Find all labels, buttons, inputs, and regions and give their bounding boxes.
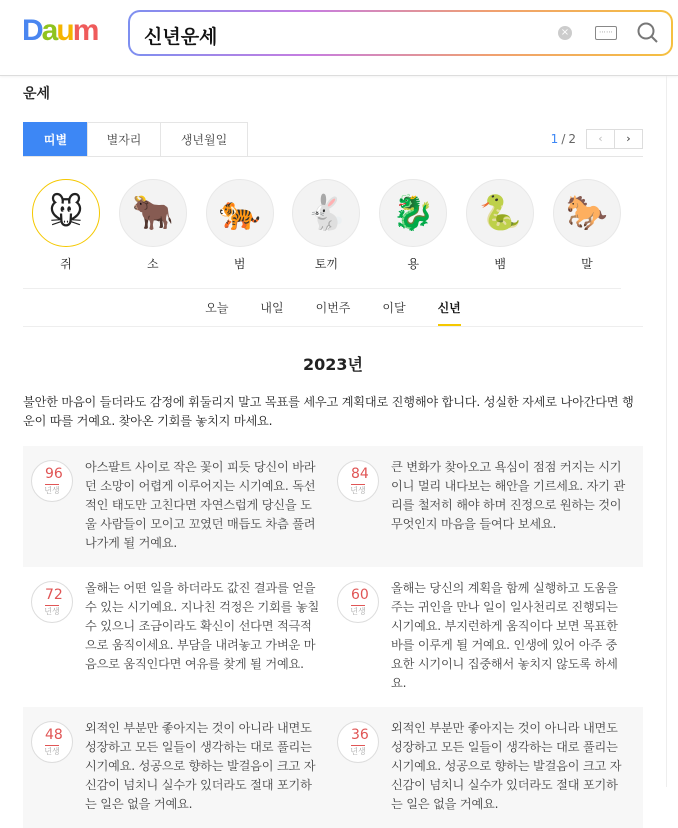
fortune-tabs	[23, 122, 643, 157]
animal-icon: 🐎	[553, 179, 621, 247]
fortune-row	[23, 707, 643, 828]
animal-label: 소	[147, 257, 159, 271]
fortune-item	[31, 579, 337, 693]
tab-constellation[interactable]: 별자리	[87, 122, 161, 156]
animal-icon: 🐉	[379, 179, 447, 247]
fortune-item	[337, 719, 643, 814]
animal-icon: 🐍	[466, 179, 534, 247]
year-unit: 년생	[350, 607, 366, 616]
year-unit: 년생	[44, 486, 60, 495]
page-total: 2	[568, 132, 576, 146]
year-badge	[337, 581, 379, 623]
next-page-button[interactable]: ›	[614, 129, 643, 149]
animal-item[interactable]	[206, 179, 274, 288]
fortune-item	[31, 719, 337, 814]
period-tab[interactable]: 내일	[260, 301, 284, 315]
year-badge	[337, 721, 379, 763]
fortune-text: 올해는 어떤 일을 하더라도 값진 결과를 얻을 수 있는 시기예요. 지나친 걱정은 기회를 놓칠 수 있으니 조금이라도 확신이 선다면 적극적으로 움직이세요. 부담을 내려놓고 가벼운 마음으로 움직인다면 여유를 찾게 될 거예요.	[85, 581, 320, 671]
fortune-item	[31, 458, 337, 553]
section-title: 운세	[23, 86, 51, 102]
period-tab[interactable]: 신년	[422, 289, 477, 326]
tab-birthdate[interactable]: 생년월일	[160, 122, 248, 156]
fortune-item	[337, 458, 643, 553]
year-unit: 년생	[44, 747, 60, 756]
year-title: 2023년	[303, 355, 363, 374]
fortune-text: 올해는 당신의 계획을 함께 실행하고 도움을 주는 귀인을 만나 일이 일사천리로 진행되는 시기예요. 부지런하게 움직이다 보면 목표한 바를 이루게 될 거예요. 인생에 있어 아주 중요한 시기이니 집중해서 놓치지 않도록 하세요.	[391, 581, 618, 690]
animal-icon: 🐂	[119, 179, 187, 247]
birth-year: 84	[351, 464, 365, 485]
animal-label: 뱀	[494, 257, 506, 271]
birth-year: 60	[351, 585, 365, 606]
header	[0, 0, 678, 76]
period-tab[interactable]: 오늘	[205, 301, 229, 315]
search-icon[interactable]	[635, 20, 661, 46]
fortune-row	[23, 446, 643, 567]
fortune-row	[23, 567, 643, 707]
clear-icon[interactable]: ×	[558, 26, 572, 40]
fortune-text: 큰 변화가 찾아오고 욕심이 점점 커지는 시기이니 멀리 내다보는 해안을 기르세요. 자기 관리를 철저히 해야 하며 진정으로 원하는 것이 무엇인지 마음을 들여다 보세요.	[391, 460, 626, 531]
search-input[interactable]: 신년운세	[144, 26, 218, 48]
pager: 1 / 2 ‹ ›	[551, 129, 643, 149]
birth-year: 72	[45, 585, 59, 606]
birth-year: 48	[45, 725, 59, 746]
animal-label: 용	[407, 257, 420, 271]
animal-list	[23, 157, 621, 289]
animal-label: 범	[233, 257, 246, 271]
animal-icon: 🐅	[206, 179, 274, 247]
animal-icon: 🐇	[292, 179, 360, 247]
animal-item[interactable]	[553, 179, 621, 288]
animal-label: 토끼	[314, 257, 339, 271]
animal-item[interactable]	[119, 179, 187, 288]
prev-page-button[interactable]: ‹	[586, 129, 615, 149]
year-unit: 년생	[350, 747, 366, 756]
period-tab[interactable]: 이달	[382, 301, 406, 315]
animal-item[interactable]	[379, 179, 447, 288]
fortune-summary: 불안한 마음이 들더라도 감정에 휘둘리지 말고 목표를 세우고 계획대로 진행해야 합니다. 성실한 자세로 나아간다면 행운이 따를 거예요. 찾아온 기회를 놓치지 마세요.	[23, 395, 634, 428]
birth-year: 36	[351, 725, 365, 746]
year-badge	[31, 460, 73, 502]
tab-zodiac-animal[interactable]: 띠별	[23, 122, 88, 156]
animal-item[interactable]	[292, 179, 360, 288]
fortune-text: 외적인 부분만 좋아지는 것이 아니라 내면도 성장하고 모든 일들이 생각하는 대로 풀리는 시기예요. 성공으로 향하는 발걸음이 크고 자신감이 넘치니 실수가 있더라도 절대 포기하는 일은 없을 거예요.	[391, 721, 622, 811]
animal-item[interactable]	[466, 179, 534, 288]
period-tab[interactable]: 이번주	[315, 301, 351, 315]
fortune-text: 외적인 부분만 좋아지는 것이 아니라 내면도 성장하고 모든 일들이 생각하는 대로 풀리는 시기예요. 성공으로 향하는 발걸음이 크고 자신감이 넘치니 실수가 있더라도 절대 포기하는 일은 없을 거예요.	[85, 721, 316, 811]
period-tabs	[23, 289, 643, 327]
page-current: 1	[550, 132, 559, 146]
animal-icon: 🐭	[32, 179, 100, 247]
scrollbar[interactable]	[666, 76, 678, 787]
animal-label: 말	[581, 257, 593, 271]
year-unit: 년생	[350, 486, 366, 495]
fortune-grid	[23, 446, 643, 828]
year-badge	[31, 721, 73, 763]
animal-label: 쥐	[60, 257, 72, 271]
fortune-text: 아스팔트 사이로 작은 꽃이 피듯 당신이 바라던 소망이 어렵게 이루어지는 시기예요. 독선적인 태도만 고친다면 자연스럽게 당신을 도울 사람들이 모이고 꼬였던 매듭도 차츰 풀려나가게 될 거예요.	[85, 460, 316, 550]
birth-year: 96	[45, 464, 59, 485]
daum-logo[interactable]: Daum	[22, 14, 98, 47]
fortune-item	[337, 579, 643, 693]
year-badge	[31, 581, 73, 623]
search-box	[128, 10, 673, 56]
animal-item[interactable]	[32, 179, 100, 288]
year-unit: 년생	[44, 607, 60, 616]
year-badge	[337, 460, 379, 502]
keyboard-icon[interactable]: ⋯⋯	[595, 26, 617, 40]
